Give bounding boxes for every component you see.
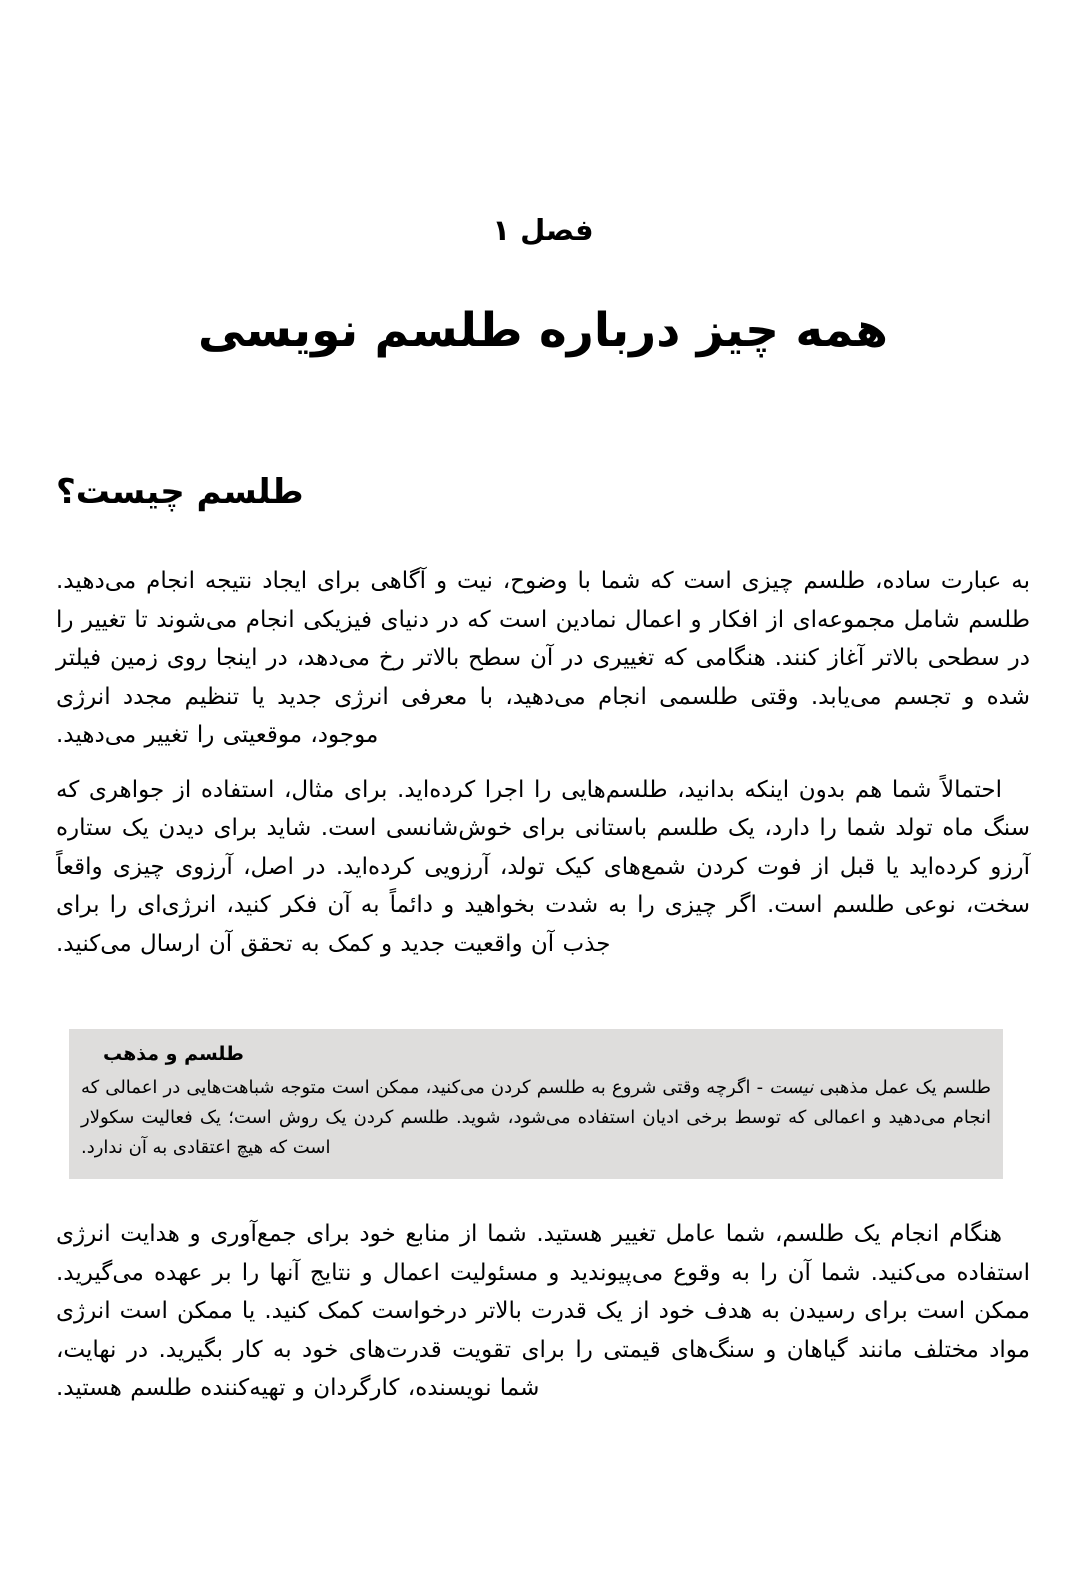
paragraph: احتمالاً شما هم بدون اینکه بدانید، طلسم‌هایی را اجرا کرده‌اید. برای مثال، استفاده از جواهری که سنگ ماه تولد شما را دارد، یک طلسم باستانی برای خوش‌شانسی است. شاید برای دیدن یک ستاره آرزو کرده‌اید یا قبل از فوت کردن شمع‌های کیک تولد، آرزویی کرده‌اید. در اصل، آرزوی چیزی واقعاً سخت، نوعی طلسم است. اگر چیزی را به شدت بخواهید و دائماً به آن فکر کنید، انرژی‌ای را برای جذب آن واقعیت جدید و کمک به تحقق آن ارسال می‌کنید. <box>56 776 1030 957</box>
page-title: همه چیز درباره طلسم نویسی <box>198 303 888 358</box>
callout-box <box>69 1029 1003 1179</box>
callout-text-pre: طلسم یک عمل مذهبی <box>813 1077 991 1098</box>
paragraph: به عبارت ساده، طلسم چیزی است که شما با وضوح، نیت و آگاهی برای ایجاد نتیجه انجام می‌دهید. طلسم شامل مجموعه‌ای از افکار و اعمال نمادین است که در دنیای فیزیکی انجام می‌شوند تا تغییر را در سطحی بالاتر آغاز کنند. هنگامی که تغییری در آن سطح بالاتر رخ می‌دهد، در اینجا روی زمین فیلتر شده و تجسم می‌یابد. وقتی طلسمی انجام می‌دهید، با معرفی انرژی جدید یا تنظیم مجدد انرژی موجود، موقعیتی را تغییر می‌دهید. <box>56 568 1030 748</box>
callout-title: طلسم و مذهب <box>103 1043 244 1065</box>
callout-body <box>81 1073 991 1163</box>
callout-text-italic: نیست <box>769 1077 814 1098</box>
callout-text-post: - اگرچه وقتی شروع به طلسم کردن می‌کنید، ممکن است متوجه شباهت‌هایی در اعمالی که انجام می‌دهید و اعمالی که توسط برخی ادیان استفاده می‌شود، شوید. طلسم کردن یک روش است؛ یک فعالیت سکولار است که هیچ اعتقادی به آن ندارد. <box>81 1077 991 1158</box>
section-heading: طلسم چیست؟ <box>56 472 304 512</box>
paragraph: هنگام انجام یک طلسم، شما عامل تغییر هستید. شما از منابع خود برای جمع‌آوری و هدایت انرژی استفاده می‌کنید. شما آن را به وقوع می‌پیوندید و مسئولیت اعمال و نتایج آنها را بر عهده می‌گیرید. ممکن است برای رسیدن به هدف خود از یک قدرت بالاتر درخواست کمک کنید. یا ممکن است انرژی مواد مختلف مانند گیاهان و سنگ‌های قیمتی را برای تقویت قدرت‌های خود به کار بگیرید. در نهایت، شما نویسنده، کارگردان و تهیه‌کننده طلسم هستید. <box>56 1221 1030 1401</box>
text-column <box>56 0 1030 1408</box>
chapter-label: فصل ۱ <box>492 213 594 247</box>
